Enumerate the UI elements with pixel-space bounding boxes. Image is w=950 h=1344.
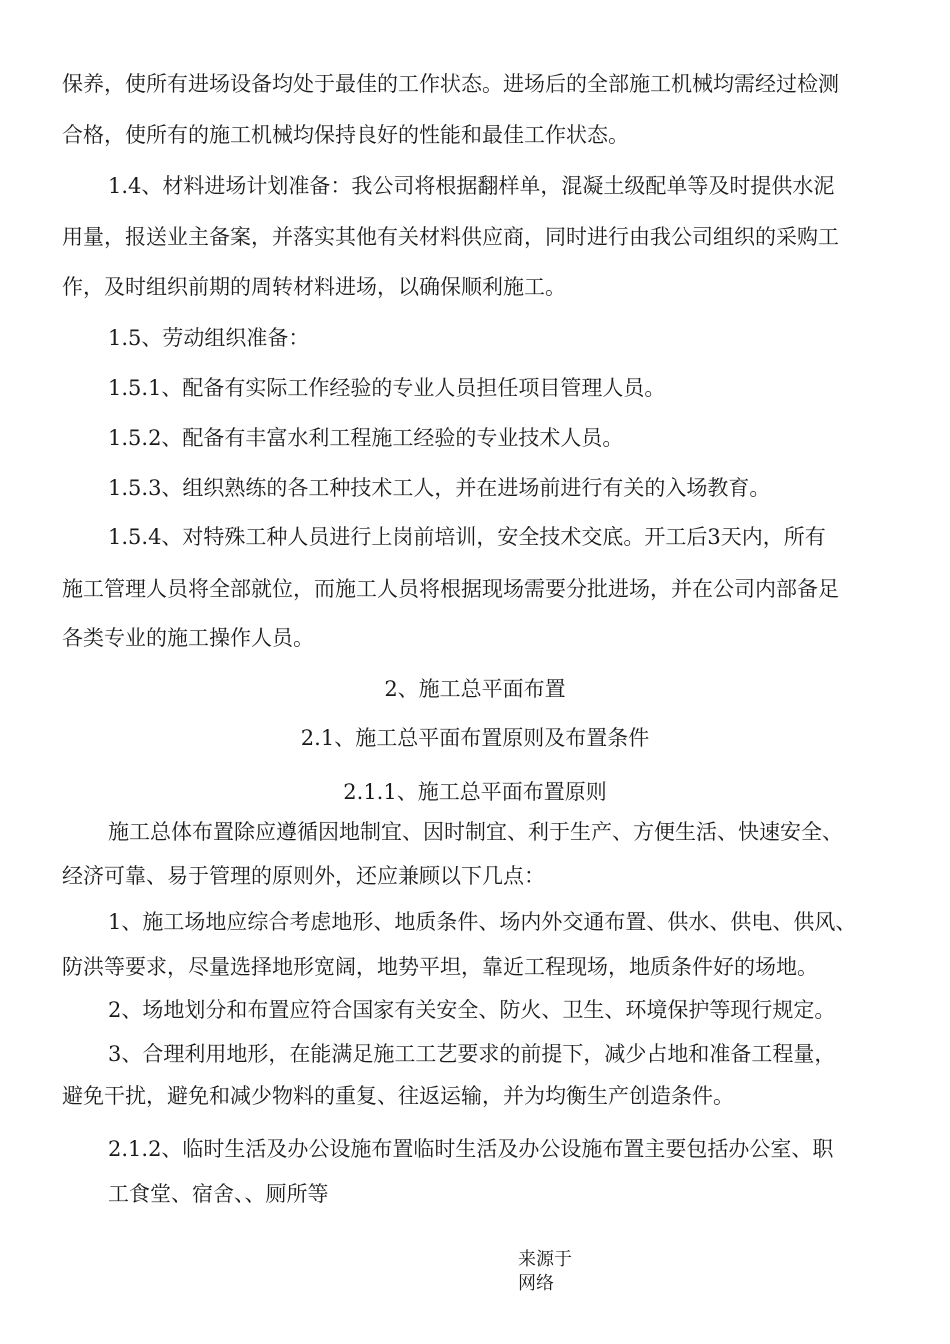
source-footer: 来源于网络 <box>518 1249 572 1294</box>
paragraph-line: 经济可靠、易于管理的原则外，还应兼顾以下几点： <box>62 864 545 888</box>
paragraph-line: 避免干扰，避免和减少物料的重复、往返运输，并为均衡生产创造条件。 <box>62 1084 734 1108</box>
paragraph-line: 各类专业的施工操作人员。 <box>62 626 314 650</box>
list-item-3-line: 3、合理利用地形，在能满足施工工艺要求的前提下，减少占地和准备工程量， <box>108 1042 836 1066</box>
list-item-2-line: 2、场地划分和布置应符合国家有关安全、防火、卫生、环境保护等现行规定。 <box>108 998 836 1022</box>
paragraph-line: 合格，使所有的施工机械均保持良好的性能和最佳工作状态。 <box>62 123 629 147</box>
section-1-5-2-line: 1.5.2、配备有丰富水利工程施工经验的专业技术人员。 <box>108 426 624 450</box>
section-1-5-4-line: 1.5.4、对特殊工种人员进行上岗前培训，安全技术交底。开工后3天内，所有 <box>108 525 826 549</box>
list-item-1-line: 1、施工场地应综合考虑地形、地质条件、场内外交通布置、供水、供电、供风、 <box>108 910 857 934</box>
section-1-5-heading: 1.5、劳动组织准备： <box>108 326 310 350</box>
paragraph-line: 施工管理人员将全部就位，而施工人员将根据现场需要分批进场，并在公司内部备足 <box>62 577 839 601</box>
heading-2-1: 2.1、施工总平面布置原则及布置条件 <box>300 726 650 750</box>
paragraph-line: 施工总体布置除应遵循因地制宜、因时制宜、利于生产、方便生活、快速安全、 <box>108 820 843 844</box>
section-1-5-1-line: 1.5.1、配备有实际工作经验的专业人员担任项目管理人员。 <box>108 376 666 400</box>
paragraph-line: 用量，报送业主备案，并落实其他有关材料供应商，同时进行由我公司组织的采购工 <box>62 225 839 249</box>
paragraph-line: 工食堂、宿舍、、厕所等 <box>108 1182 329 1206</box>
section-1-5-3-line: 1.5.3、组织熟练的各工种技术工人，并在进场前进行有关的入场教育。 <box>108 476 771 500</box>
heading-2: 2、施工总平面布置 <box>384 677 566 701</box>
paragraph-line: 防洪等要求，尽量选择地形宽阔，地势平坦，靠近工程现场，地质条件好的场地。 <box>62 955 818 979</box>
section-1-4-line: 1.4、材料进场计划准备：我公司将根据翻样单，混凝土级配单等及时提供水泥 <box>108 174 835 198</box>
paragraph-line: 保养，使所有进场设备均处于最佳的工作状态。进场后的全部施工机械均需经过检测 <box>62 72 839 96</box>
heading-2-1-1: 2.1.1、施工总平面布置原则 <box>343 780 607 804</box>
paragraph-line: 作，及时组织前期的周转材料进场，以确保顺利施工。 <box>62 275 566 299</box>
section-2-1-2-line: 2.1.2、临时生活及办公设施布置临时生活及办公设施布置主要包括办公室、职 <box>108 1137 834 1161</box>
